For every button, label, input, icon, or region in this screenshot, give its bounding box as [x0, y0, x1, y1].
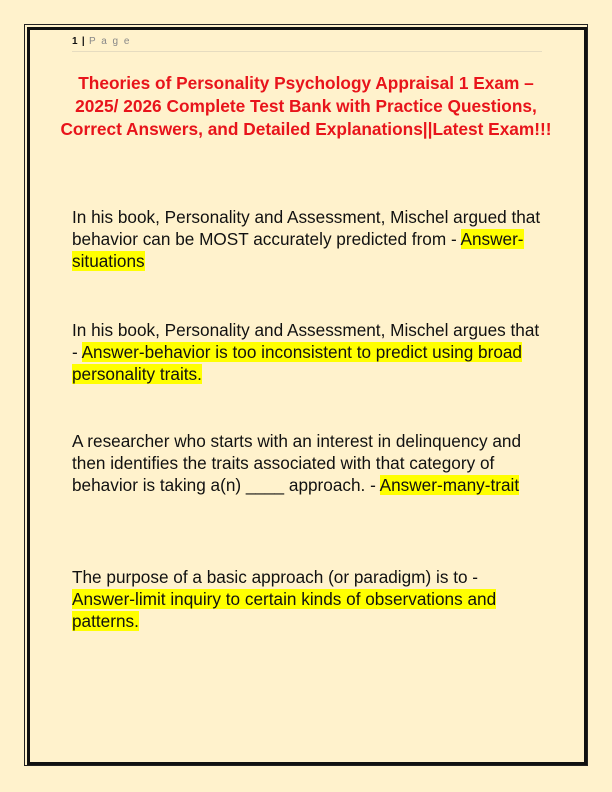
question-text: A researcher who starts with an interest in delinquency and then identifies the traits associated with that category of behavior is taking a(n) ____ approach. -: [72, 431, 522, 495]
document-title: Theories of Personality Psychology Appraisal 1 Exam – 2025/ 2026 Complete Test Bank with Practice Questions, Correct Answers, and Detailed Explanations||Latest Exam!!!: [60, 73, 552, 139]
question-item: [72, 566, 542, 632]
answer-text: Answer-behavior is too inconsistent to predict using broad personality traits.: [72, 342, 522, 384]
answer-text: Answer-many-trait: [379, 475, 520, 495]
question-item: [72, 206, 542, 272]
answer-text: Answer-limit inquiry to certain kinds of observations and patterns.: [72, 589, 497, 631]
answer-text: Answer-situations: [72, 229, 524, 271]
question-text: In his book, Personality and Assessment, Mischel argues that -: [72, 320, 540, 362]
question-text: In his book, Personality and Assessment, Mischel argued that behavior can be MOST accurately predicted from -: [72, 207, 541, 249]
page-label: P a g e: [88, 36, 131, 47]
page-number: 1: [72, 36, 78, 47]
question-text: The purpose of a basic approach (or paradigm) is to -: [72, 567, 479, 587]
question-item: [72, 430, 542, 496]
header-separator: |: [81, 36, 85, 47]
question-item: [72, 319, 542, 385]
page-header: [72, 36, 542, 52]
